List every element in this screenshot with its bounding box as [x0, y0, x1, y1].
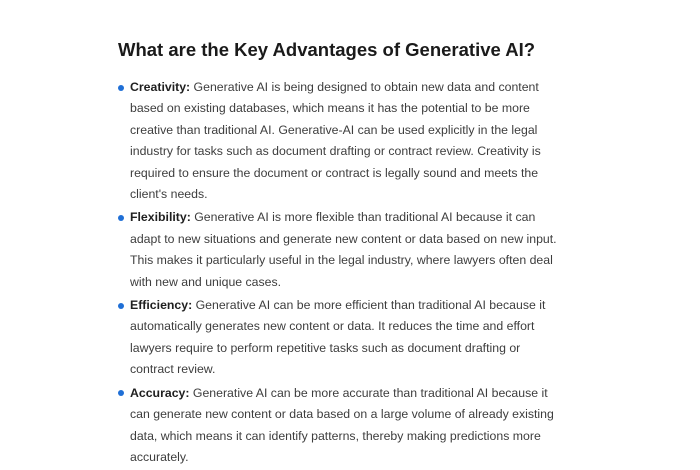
item-term: Efficiency:	[130, 298, 193, 313]
item-term: Creativity:	[130, 80, 191, 94]
page-title: What are the Key Advantages of Generative AI?	[118, 39, 536, 60]
article	[118, 38, 558, 470]
item-text: Generative AI can be more efficient than traditional AI because it automatically generates new content or data. It reduces the time and effort lawyers require to perform repetitive tasks such as document drafting or contract review.	[130, 298, 546, 377]
item-text: Generative AI can be more accurate than traditional AI because it can generate new content or data based on a large volume of already existing data, which means it can identify patterns, thereby making predictions more accurately.	[130, 385, 554, 464]
item-text: Generative AI is more flexible than traditional AI because it can adapt to new situations and generate new content or data based on new input. This makes it particularly useful in the legal industry, where lawyers often deal with new and unique cases.	[130, 210, 557, 289]
item-text: Generative AI is being designed to obtain new data and content based on existing databases, which means it has the potential to be more creative than traditional AI. Generative-AI can be used explicitly in the legal industry for tasks such as document drafting or contract review. Creativity is required to ensure the document or contract is legally sound and meets the client's needs.	[130, 80, 541, 202]
bullet-icon	[118, 85, 124, 91]
bullet-icon	[118, 390, 124, 396]
list-item	[118, 383, 558, 469]
bullet-icon	[118, 215, 124, 221]
item-term: Flexibility:	[130, 210, 191, 225]
list-item	[118, 207, 558, 293]
bullet-icon	[118, 303, 124, 309]
list-item	[118, 295, 558, 381]
list-item	[118, 77, 558, 205]
advantages-list	[118, 77, 558, 468]
item-term: Accuracy:	[130, 385, 190, 400]
